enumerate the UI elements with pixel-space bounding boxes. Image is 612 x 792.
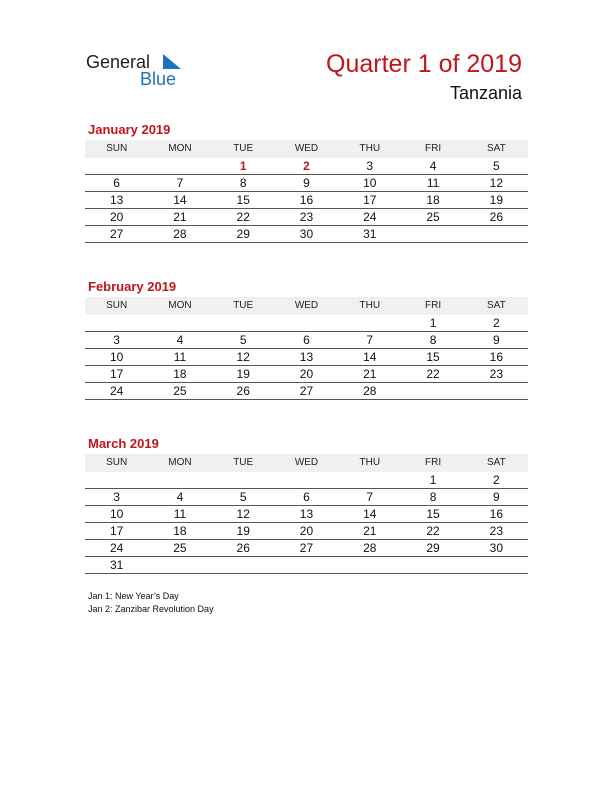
day-cell: 27: [85, 226, 148, 243]
day-cell: [148, 158, 211, 175]
day-cell: 11: [148, 506, 211, 523]
day-cell: 12: [212, 349, 275, 366]
week-row: [85, 315, 528, 332]
day-cell: 14: [148, 192, 211, 209]
day-cell: [85, 158, 148, 175]
day-cell: 8: [401, 332, 464, 349]
week-row: [85, 226, 528, 243]
day-cell: 27: [275, 540, 338, 557]
day-cell: 2: [465, 315, 528, 332]
day-cell: [275, 472, 338, 489]
day-cell: 14: [338, 506, 401, 523]
day-cell: 17: [85, 366, 148, 383]
day-cell: [212, 315, 275, 332]
day-cell: 25: [148, 540, 211, 557]
day-cell: 26: [212, 540, 275, 557]
day-cell: 11: [401, 175, 464, 192]
week-row: [85, 158, 528, 175]
day-cell: 13: [275, 506, 338, 523]
weekday-header: FRI: [401, 454, 464, 472]
day-cell: 28: [338, 540, 401, 557]
weekday-header: THU: [338, 297, 401, 315]
logo-blue-text: Blue: [140, 69, 177, 89]
weekday-header: SAT: [465, 140, 528, 158]
weekday-header: TUE: [212, 140, 275, 158]
day-cell: 26: [212, 383, 275, 400]
day-cell: 4: [401, 158, 464, 175]
day-cell: 16: [465, 349, 528, 366]
week-row: [85, 349, 528, 366]
weekday-header: TUE: [212, 454, 275, 472]
day-cell: 29: [401, 540, 464, 557]
day-cell: 9: [275, 175, 338, 192]
weekday-header: MON: [148, 454, 211, 472]
day-cell: 16: [275, 192, 338, 209]
month-january: [85, 121, 528, 243]
day-cell: 7: [148, 175, 211, 192]
day-cell: 15: [401, 349, 464, 366]
month-title: February 2019: [88, 279, 177, 294]
day-cell: 4: [148, 489, 211, 506]
calendar-table: [85, 297, 528, 400]
day-cell: 9: [465, 332, 528, 349]
day-cell: 20: [275, 523, 338, 540]
day-cell: [148, 315, 211, 332]
day-cell: 15: [401, 506, 464, 523]
day-cell: 25: [148, 383, 211, 400]
week-row: [85, 192, 528, 209]
weekday-header: WED: [275, 140, 338, 158]
day-cell: 3: [85, 489, 148, 506]
day-cell: 10: [85, 506, 148, 523]
day-cell: [212, 557, 275, 574]
day-cell: 18: [148, 366, 211, 383]
day-cell: [148, 472, 211, 489]
country-name: Tanzania: [449, 83, 522, 103]
day-cell: 6: [275, 332, 338, 349]
day-cell: [401, 557, 464, 574]
day-cell: 23: [465, 366, 528, 383]
day-cell: 25: [401, 209, 464, 226]
day-cell: [465, 226, 528, 243]
holiday-notes: [88, 590, 214, 616]
day-cell: 29: [212, 226, 275, 243]
day-cell: 17: [338, 192, 401, 209]
day-cell: 20: [85, 209, 148, 226]
day-cell: 27: [275, 383, 338, 400]
day-cell: 20: [275, 366, 338, 383]
day-cell: 19: [212, 523, 275, 540]
day-cell: 8: [401, 489, 464, 506]
day-cell: [338, 557, 401, 574]
day-cell: 24: [85, 383, 148, 400]
week-row: [85, 175, 528, 192]
weekday-header: MON: [148, 140, 211, 158]
weekday-header: WED: [275, 454, 338, 472]
week-row: [85, 366, 528, 383]
weekday-header: SUN: [85, 140, 148, 158]
day-cell: [148, 557, 211, 574]
month-february: [85, 278, 528, 400]
day-cell: 14: [338, 349, 401, 366]
day-cell: 1: [212, 158, 275, 175]
day-cell: 13: [275, 349, 338, 366]
day-cell: [401, 226, 464, 243]
day-cell: [212, 472, 275, 489]
weekday-header: THU: [338, 140, 401, 158]
holiday-note: Jan 2: Zanzibar Revolution Day: [88, 604, 214, 614]
day-cell: [465, 383, 528, 400]
day-cell: 7: [338, 332, 401, 349]
day-cell: 10: [338, 175, 401, 192]
week-row: [85, 332, 528, 349]
day-cell: 1: [401, 315, 464, 332]
day-cell: 5: [212, 332, 275, 349]
day-cell: 31: [85, 557, 148, 574]
logo-general-text: General: [86, 52, 151, 72]
day-cell: 8: [212, 175, 275, 192]
day-cell: 12: [212, 506, 275, 523]
day-cell: 5: [465, 158, 528, 175]
week-row: [85, 557, 528, 574]
day-cell: 16: [465, 506, 528, 523]
day-cell: 17: [85, 523, 148, 540]
day-cell: 21: [338, 366, 401, 383]
weekday-header: SUN: [85, 454, 148, 472]
day-cell: 21: [148, 209, 211, 226]
day-cell: [338, 315, 401, 332]
weekday-header: SAT: [465, 454, 528, 472]
weekday-header: FRI: [401, 297, 464, 315]
week-row: [85, 489, 528, 506]
day-cell: 2: [465, 472, 528, 489]
day-cell: 28: [338, 383, 401, 400]
weekday-header: TUE: [212, 297, 275, 315]
week-row: [85, 523, 528, 540]
page-title: Quarter 1 of 2019: [326, 50, 522, 78]
day-cell: 28: [148, 226, 211, 243]
weekday-header: SUN: [85, 297, 148, 315]
day-cell: 13: [85, 192, 148, 209]
week-row: [85, 472, 528, 489]
day-cell: 23: [465, 523, 528, 540]
weekday-header: WED: [275, 297, 338, 315]
day-cell: [401, 383, 464, 400]
weekday-header: MON: [148, 297, 211, 315]
month-march: [85, 435, 528, 574]
weekday-header: SAT: [465, 297, 528, 315]
month-title: March 2019: [88, 436, 159, 451]
day-cell: 30: [465, 540, 528, 557]
logo-triangle-icon: [161, 54, 181, 70]
day-cell: 12: [465, 175, 528, 192]
day-cell: 31: [338, 226, 401, 243]
generalblue-logo: [86, 52, 196, 88]
day-cell: 22: [401, 366, 464, 383]
day-cell: [275, 315, 338, 332]
holiday-note: Jan 1: New Year’s Day: [88, 591, 179, 601]
day-cell: 26: [465, 209, 528, 226]
day-cell: 18: [401, 192, 464, 209]
day-cell: 10: [85, 349, 148, 366]
day-cell: 24: [338, 209, 401, 226]
week-row: [85, 383, 528, 400]
day-cell: 15: [212, 192, 275, 209]
day-cell: 11: [148, 349, 211, 366]
day-cell: 30: [275, 226, 338, 243]
weekday-header: FRI: [401, 140, 464, 158]
week-row: [85, 540, 528, 557]
calendar-table: [85, 140, 528, 243]
day-cell: 1: [401, 472, 464, 489]
day-cell: 6: [85, 175, 148, 192]
weekday-header: THU: [338, 454, 401, 472]
day-cell: 19: [212, 366, 275, 383]
day-cell: 24: [85, 540, 148, 557]
day-cell: 3: [338, 158, 401, 175]
day-cell: 19: [465, 192, 528, 209]
day-cell: [85, 315, 148, 332]
day-cell: 5: [212, 489, 275, 506]
calendar-table: [85, 454, 528, 574]
day-cell: 2: [275, 158, 338, 175]
day-cell: 4: [148, 332, 211, 349]
week-row: [85, 209, 528, 226]
day-cell: 9: [465, 489, 528, 506]
day-cell: [465, 557, 528, 574]
day-cell: 7: [338, 489, 401, 506]
day-cell: 23: [275, 209, 338, 226]
month-title: January 2019: [88, 122, 171, 137]
day-cell: 18: [148, 523, 211, 540]
day-cell: 22: [401, 523, 464, 540]
day-cell: [85, 472, 148, 489]
day-cell: 6: [275, 489, 338, 506]
day-cell: [275, 557, 338, 574]
day-cell: 22: [212, 209, 275, 226]
week-row: [85, 506, 528, 523]
day-cell: [338, 472, 401, 489]
day-cell: 21: [338, 523, 401, 540]
day-cell: 3: [85, 332, 148, 349]
